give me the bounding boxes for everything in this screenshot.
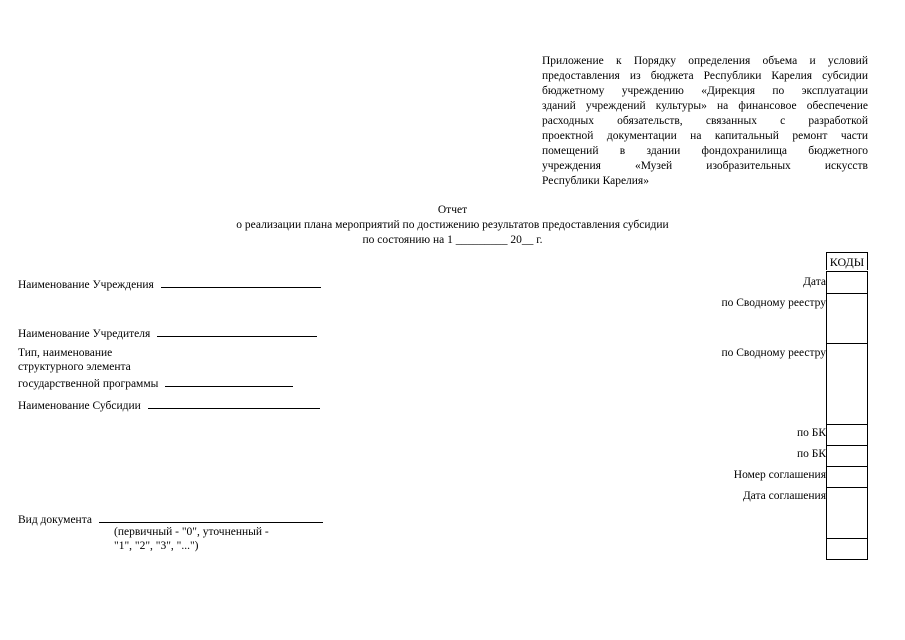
report-date-line: по состоянию на 1 _________ 20__ г. (362, 234, 543, 246)
code-cell-registry-1[interactable] (826, 293, 868, 343)
field-program-input[interactable] (165, 376, 293, 387)
code-cell-date[interactable] (826, 271, 868, 293)
field-subsidy (18, 398, 320, 413)
doc-type-hint-line2: "1", "2", "3", "...") (114, 540, 199, 552)
report-title: Отчет (437, 204, 468, 216)
field-doc-type-label: Вид документа (18, 514, 92, 526)
code-cell-agreement-no[interactable] (826, 466, 868, 487)
field-institution (18, 277, 321, 292)
field-program-line2: структурного элемента (18, 361, 131, 373)
appendix-line: Республики Карелия» (542, 175, 649, 187)
field-program-line1: Тип, наименование (18, 347, 113, 359)
field-program (18, 376, 293, 391)
label-registry-2: по Сводному реестру (721, 347, 826, 359)
appendix-line: помещений в здании фондохранилища бюджетного (542, 145, 868, 157)
field-institution-label: Наименование Учреждения (18, 279, 154, 291)
field-doc-type-input[interactable] (99, 512, 323, 523)
appendix-line: предоставления из бюджета Республики Карелия субсидии (542, 70, 868, 82)
appendix-line: проектной документации на капитальный ремонт части (542, 130, 868, 142)
label-registry-1: по Сводному реестру (721, 297, 826, 309)
code-cell-doc-type[interactable] (826, 538, 868, 559)
label-date: Дата (803, 276, 826, 288)
codes-table-bottom (826, 559, 868, 560)
appendix-line: расходных обязательств, связанных с разработкой (542, 115, 868, 127)
report-subtitle: о реализации плана мероприятий по достижению результатов предоставления субсидии (236, 219, 669, 231)
field-founder-input[interactable] (157, 326, 317, 337)
label-bk-1: по БК (796, 427, 826, 439)
field-founder-label: Наименование Учредителя (18, 328, 151, 340)
doc-type-hint-line1: (первичный - "0", уточненный - (114, 526, 269, 538)
code-cell-agreement-date[interactable] (826, 487, 868, 538)
label-bk-2: по БК (796, 448, 826, 460)
appendix-line: учреждения «Музей изобразительных искусств (542, 160, 868, 172)
field-doc-type (18, 512, 323, 527)
field-founder (18, 326, 317, 341)
appendix-line: Приложение к Порядку определения объема и условий (542, 55, 868, 67)
field-program-label: государственной программы (18, 378, 159, 390)
label-agreement-no: Номер соглашения (733, 469, 826, 481)
label-agreement-date: Дата соглашения (742, 490, 826, 502)
codes-header: КОДЫ (826, 252, 868, 270)
appendix-line: зданий учреждений культуры» на финансовое обеспечение (542, 100, 868, 112)
appendix-line: бюджетному учреждению «Дирекция по эксплуатации (542, 85, 868, 97)
field-subsidy-label: Наименование Субсидии (18, 400, 141, 412)
code-cell-bk-1[interactable] (826, 424, 868, 445)
field-institution-input[interactable] (161, 277, 321, 288)
code-cell-registry-2[interactable] (826, 343, 868, 424)
field-subsidy-input[interactable] (148, 398, 320, 409)
code-cell-bk-2[interactable] (826, 445, 868, 466)
